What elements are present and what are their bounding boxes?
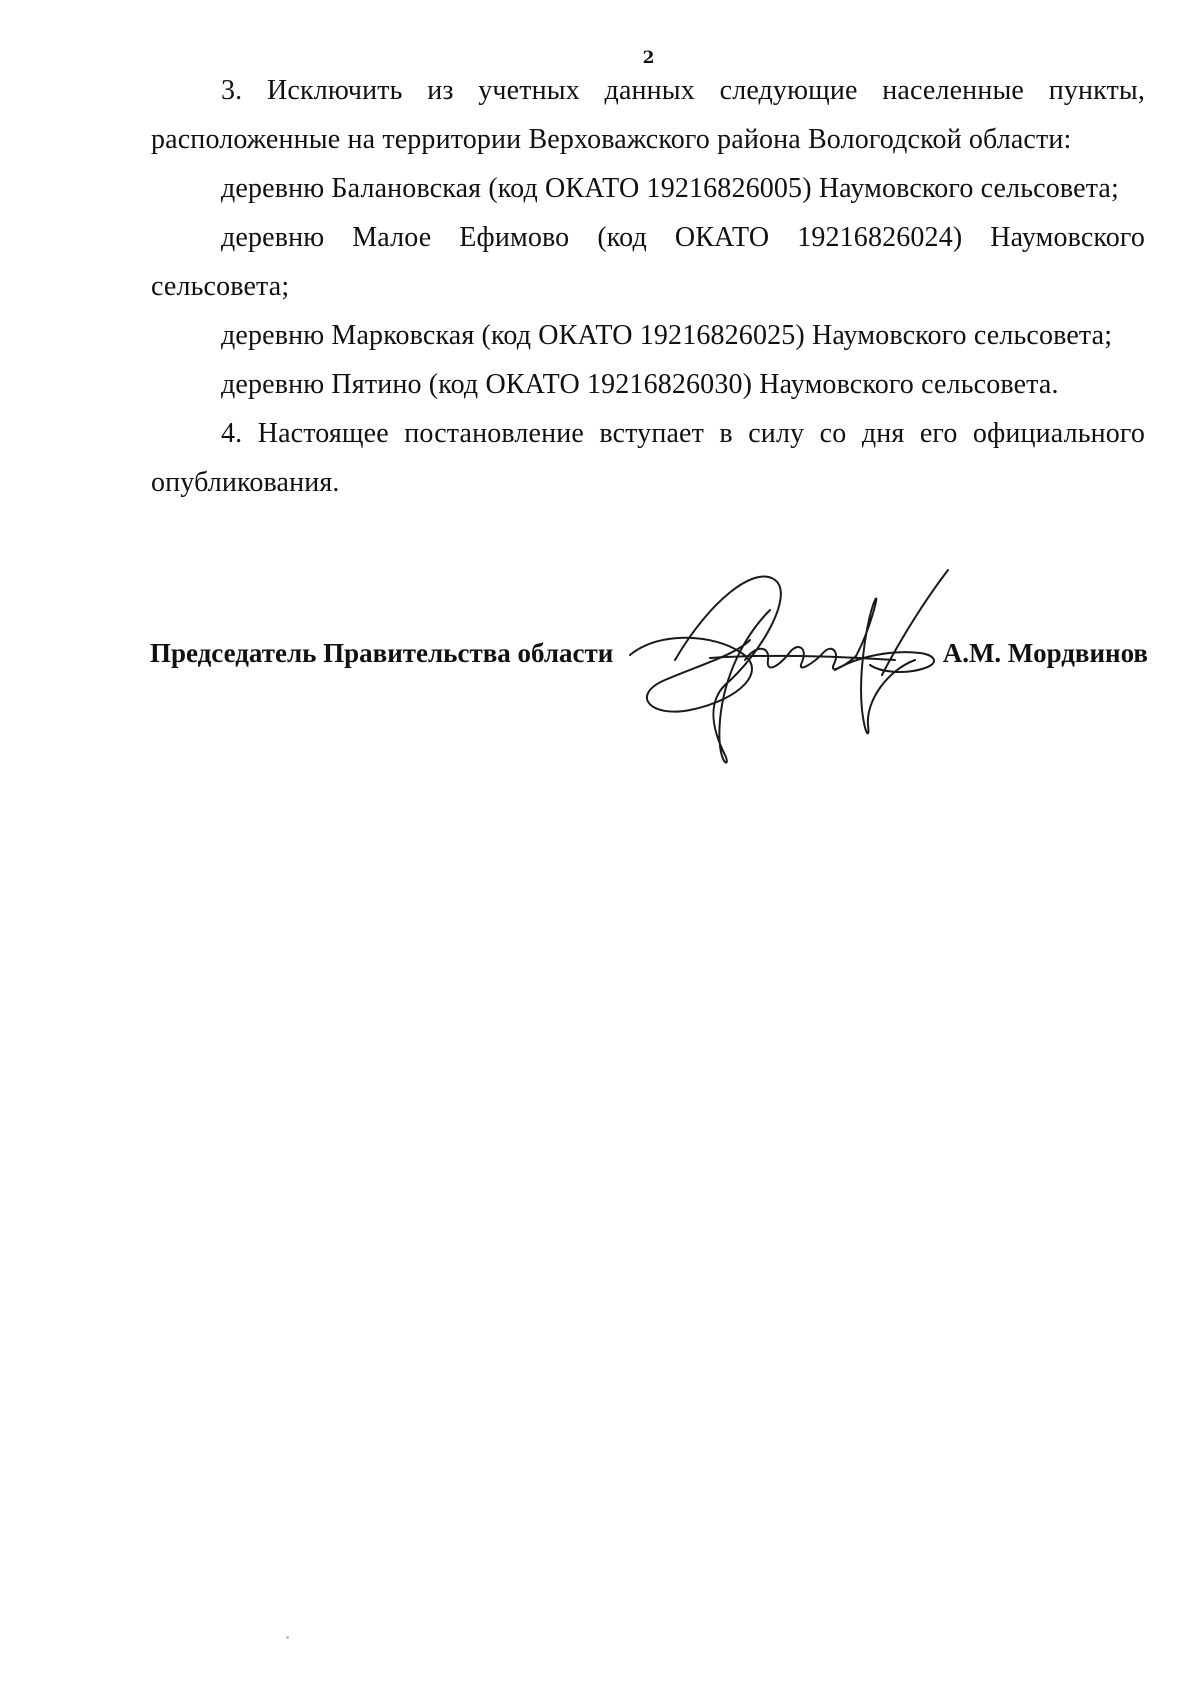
village-markovskaya: деревню Марковская (код ОКАТО 19216826025) Наумовского сельсовета; — [221, 320, 1113, 351]
document-body — [151, 66, 1145, 507]
village-balanovskaya: деревню Балановская (код ОКАТО 19216826005) Наумовского сельсовета; — [221, 173, 1119, 204]
signatory-name: А.М. Мордвинов — [942, 638, 1148, 668]
village-pyatino: деревню Пятино (код ОКАТО 19216826030) Наумовского сельсовета. — [221, 369, 1059, 400]
paragraph-item-4: 4. Настоящее постановление вступает в силу со дня его официального опубликования. — [151, 418, 1145, 498]
paragraph-item-3: 3. Исключить из учетных данных следующие населенные пункты, расположенные на территории Верховажского района Вологодской области: — [151, 75, 1145, 155]
scan-speck — [286, 1636, 289, 1639]
handwritten-signature — [620, 560, 970, 770]
signatory-title: Председатель Правительства области — [150, 638, 614, 668]
page-number: 2 — [642, 48, 655, 68]
village-maloe-efimovo: деревню Малое Ефимово (код ОКАТО 19216826024) Наумовского сельсовета; — [151, 222, 1145, 302]
